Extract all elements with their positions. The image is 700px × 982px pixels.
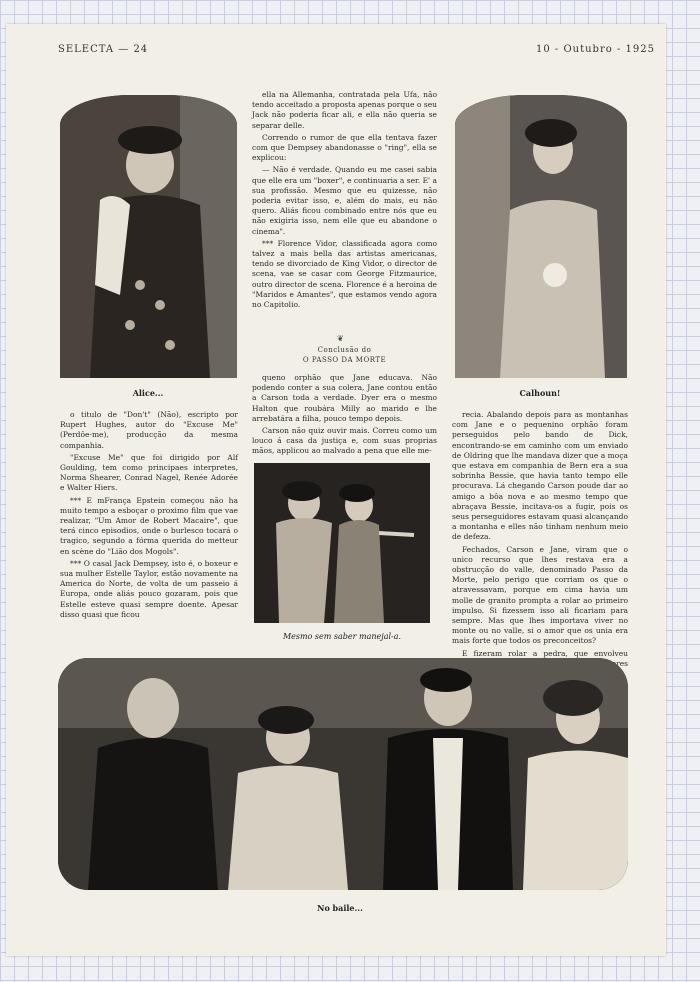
right-paragraph: Fechados, Carson e Jane, viram que o unico recurso que lhes restava era a obstrucção do valle, denominado Passo da Morte, pelo perigo que corriam os que o atravessavam, porque em cima havia um molle de granito prompta a rolar ao primeiro impulso. Si fizessem isso ali ficariam para sempre. Mas que lhes importava viver no monte ou no valle, si o amor que os unia era mais forte que todos os preconceitos? <box>452 544 628 646</box>
center-paragraph: *** Florence Vidor, classificada agora como talvez a mais bella das artistas americanas, tendo se divorciado de King Vidor, o director de scena, vae se casar com George Fitzmaurice, outro director de scena. Florence é a heroina de "Maridos e Amantes", que estamos vendo agora no Capitolio. <box>252 238 437 310</box>
photo-calhoun-image <box>455 95 627 378</box>
caption-calhoun: Calhoun! <box>519 388 561 398</box>
right-column <box>452 410 628 681</box>
left-paragraph: *** E mFrança Epstein começou não ha muito tempo a esboçar o proximo film que vae realizar, "Um Amor de Robert Macaire", que terá cinco episodios, onde o burlesco tocará o tragico, segundo a fórma querida do metteur en scène do "Lião dos Mogols". <box>60 495 238 556</box>
right-paragraph: E fizeram rolar a pedra, que envolveu <box>462 648 628 658</box>
center-paragraph: — Não é verdade. Quando eu me casei sabia que elle era um "boxer", e continuaria a ser. E' a sua profissão. Mesmo que eu quizesse, não poderia evitar isso, e, além do mais, eu não quero. Aliás ficou combinado entre nós que eu não exigiria isso, nem elle que eu abandone o cinema". <box>252 165 437 236</box>
center-column-top <box>252 90 437 312</box>
page-header-right: 10 - Outubro - 1925 <box>536 44 655 55</box>
conclusion-label: Conclusão do <box>317 346 372 354</box>
page-header-left: SELECTA — 24 <box>58 44 149 55</box>
caption-middle: Mesmo sem saber manejal-a. <box>282 632 402 641</box>
caption-baile: No baile... <box>317 903 363 913</box>
left-paragraph: o titulo de "Don't" (Não), escripto por Rupert Hughes, autor do "Excuse Me" (Perdôe-me), producção da mesma companhia. <box>60 410 238 450</box>
photo-alice <box>60 95 237 378</box>
left-paragraph: *** O casal Jack Dempsey, isto é, o boxeur e sua mulher Estelle Taylor, estão novamente na America do Norte, de volta de um passeio á Europa, onde aliás pouco gozaram, pois que Estelle esteve quasi sempre doente. Apesar disso quasi que ficou <box>60 558 238 619</box>
photo-baile <box>58 658 628 890</box>
center-paragraph: Carson não quiz ouvir mais. Correu como um louco á casa da justiça e, com suas proprias mãos, applicou ao malvado a pena que elle me- <box>252 426 437 456</box>
center-paragraph: ella na Allemanha, contratada pela Ufa, não tendo acceitado a proposta apenas porque o seu Jack não poderia ficar ali, e ella não queria se separar delle. <box>252 90 437 130</box>
left-paragraph: "Excuse Me" que foi dirigido por Alf Goulding, tem como principaes interpretes, Norma Shearer, Conrad Nagel, Renée Adorée e Walter Hiers. <box>60 452 238 493</box>
right-paragraph: recia. Abalando depois para as montanhas com Jane e o pequenino orphão foram perseguidos pelo bando de Dick, encontrando-se em caminho com um enviado de Oldring que lhe mandava dizer que a moça que estava em companhia de Bern era a sua sobrinha Bessie, que havia tanto tempo elle procurava. Lá chegando Carson poude dar ao amigo a bôa nova e ao mesmo tempo que abraçava Bessie, incitava-os a fugir, pois os seus perseguidores estavam quasi alcançando a montanha e elles não tinham nenhum meio de defeza. <box>452 410 628 542</box>
photo-alice-image <box>60 95 237 378</box>
center-paragraph: queno orphão que Jane educava. Não podendo conter a sua colera, Jane contou então a Carson toda a verdade. Dyer era o mesmo Halton que roubára Milly ao marido e lhe arrebatára a filha, pouco tempo depois. <box>252 373 437 423</box>
photo-baile-image <box>58 658 628 890</box>
ornament-divider: ❦ <box>337 334 344 343</box>
center-column-mid <box>252 373 437 459</box>
left-column <box>60 410 238 622</box>
photo-calhoun <box>455 95 627 378</box>
caption-alice: Alice... <box>132 388 164 398</box>
photo-middle <box>254 463 430 623</box>
center-paragraph: Correndo o rumor de que ella tentava fazer com que Dempsey abandonasse o "ring", ella se explicou: <box>252 132 437 163</box>
story-title: O PASSO DA MORTE <box>302 356 387 364</box>
photo-middle-image <box>254 463 430 623</box>
